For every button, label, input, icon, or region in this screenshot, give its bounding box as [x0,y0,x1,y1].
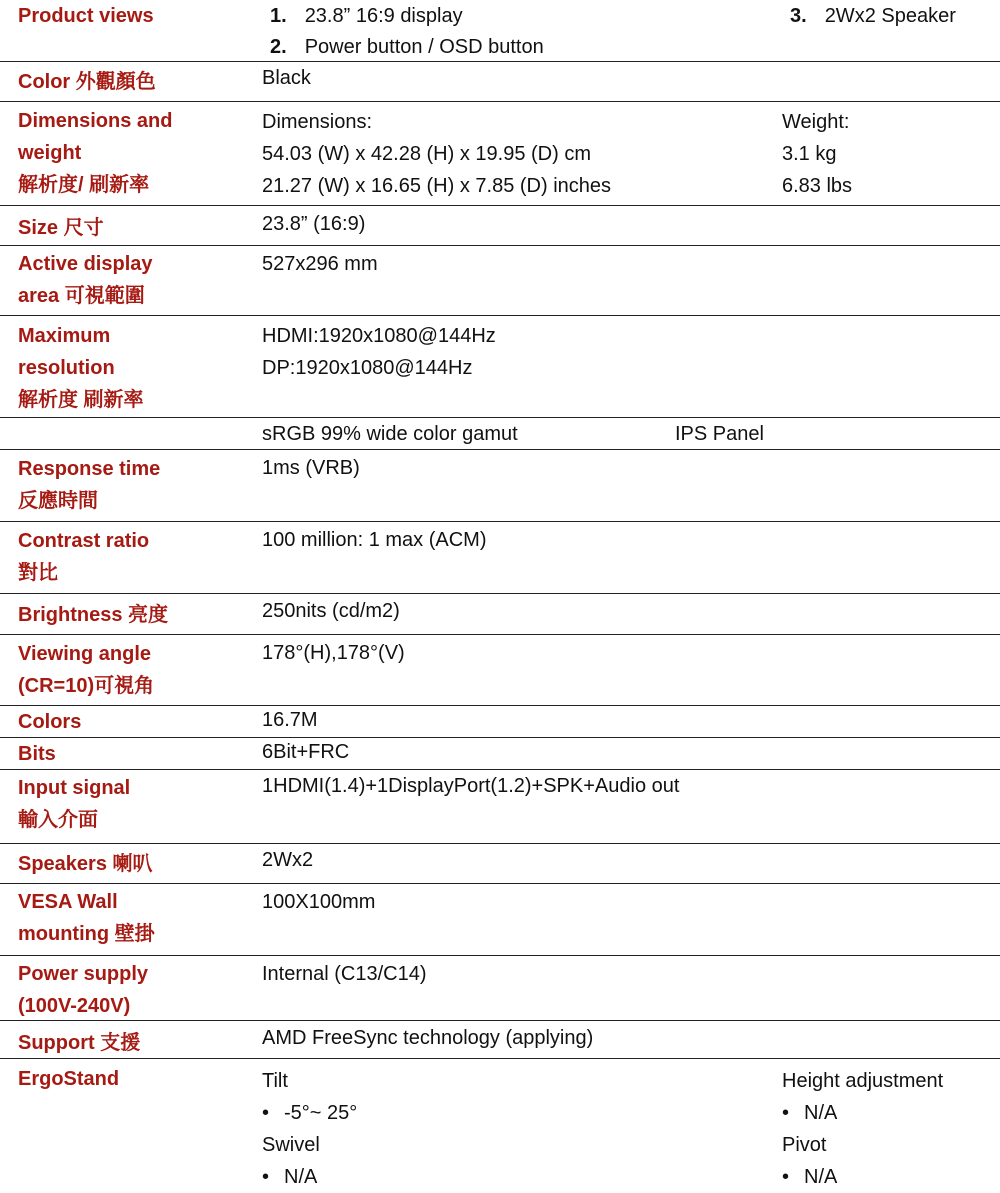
label-brightness: Brightness 亮度 [18,604,169,626]
bullet-icon: • [782,1102,790,1124]
bullet-icon: • [782,1166,790,1188]
label-ergostand: ErgoStand [18,1068,120,1090]
dimensions-cm: 54.03 (W) x 42.28 (H) x 19.95 (D) cm [262,143,591,165]
label-contrast: Contrast ratio 對比 [18,530,150,584]
label-max-resolution: Maximum resolution 解析度 刷新率 [18,325,144,411]
row-product-views [0,0,1000,62]
value-max-resolution: HDMI:1920x1080@144Hz DP:1920x1080@144Hz [262,325,496,379]
dimensions-block [262,106,611,202]
row-color [0,62,1000,102]
product-view-3: 3. 2Wx2 Speaker [790,5,956,27]
value-speakers: 2Wx2 [262,849,314,871]
row-input-signal [0,770,1000,844]
row-ergostand [0,1059,1000,1189]
label-active-area: Active display area 可視範圍 [18,253,153,307]
row-bits [0,738,1000,770]
row-colors [0,706,1000,738]
bullet-icon: • [262,1166,270,1188]
value-size: 23.8” (16:9) [262,213,366,235]
value-active-area: 527x296 mm [262,253,378,275]
label-power-supply: Power supply (100V-240V) [18,963,149,1017]
row-vesa [0,884,1000,956]
row-support [0,1021,1000,1059]
value-response-time: 1ms (VRB) [262,457,360,479]
value-input-signal: 1HDMI(1.4)+1DisplayPort(1.2)+SPK+Audio out [262,775,680,797]
value-viewing-angle: 178°(H),178°(V) [262,642,405,664]
label-color: Color 外觀顏色 [18,71,156,93]
label-input-signal: Input signal 輸入介面 [18,777,131,831]
row-viewing-angle [0,635,1000,706]
value-gamut: sRGB 99% wide color gamut [262,423,518,445]
row-size [0,206,1000,246]
label-product-views: Product views [18,5,154,27]
label-response-time: Response time 反應時間 [18,458,161,512]
product-view-1: 1. 23.8” 16:9 display [270,5,463,27]
row-dimensions [0,102,1000,206]
tilt-value: • -5°~ 25° [262,1097,357,1129]
ergostand-left [262,1065,357,1193]
row-response-time [0,450,1000,522]
value-power-supply: Internal (C13/C14) [262,963,427,985]
value-brightness: 250nits (cd/m2) [262,600,400,622]
pivot-value: • N/A [782,1161,943,1193]
value-colors: 16.7M [262,709,318,731]
ergostand-right [782,1065,943,1193]
label-bits: Bits [18,743,56,765]
pivot-title: Pivot [782,1134,827,1156]
row-active-area [0,246,1000,316]
value-color: Black [262,67,311,89]
swivel-title: Swivel [262,1134,320,1156]
swivel-value: • N/A [262,1161,357,1193]
label-dimensions: Dimensions and weight 解析度/ 刷新率 [18,110,173,196]
tilt-title: Tilt [262,1070,288,1092]
row-contrast [0,522,1000,594]
value-bits: 6Bit+FRC [262,741,350,763]
row-max-resolution [0,316,1000,418]
bullet-icon: • [262,1102,270,1124]
row-speakers [0,844,1000,884]
row-panel [0,418,1000,450]
row-power-supply [0,956,1000,1021]
dimensions-inches: 21.27 (W) x 16.65 (H) x 7.85 (D) inches [262,175,612,197]
dimensions-title: Dimensions: [262,111,373,133]
label-viewing-angle: Viewing angle (CR=10)可視角 [18,643,155,697]
weight-block [782,106,852,202]
value-contrast: 100 million: 1 max (ACM) [262,529,487,551]
height-value: • N/A [782,1097,943,1129]
value-vesa: 100X100mm [262,891,376,913]
label-colors: Colors [18,711,82,733]
height-title: Height adjustment [782,1070,944,1092]
value-support: AMD FreeSync technology (applying) [262,1027,594,1049]
label-size: Size 尺寸 [18,217,104,239]
product-view-2: 2. Power button / OSD button [270,36,544,58]
weight-title: Weight: [782,111,850,133]
weight-lbs: 6.83 lbs [782,175,853,197]
row-brightness [0,594,1000,635]
label-vesa: VESA Wall mounting 壁掛 [18,891,155,945]
weight-kg: 3.1 kg [782,143,837,165]
label-support: Support 支援 [18,1032,141,1054]
label-speakers: Speakers 喇叭 [18,853,153,875]
value-panel-type: IPS Panel [675,423,764,445]
